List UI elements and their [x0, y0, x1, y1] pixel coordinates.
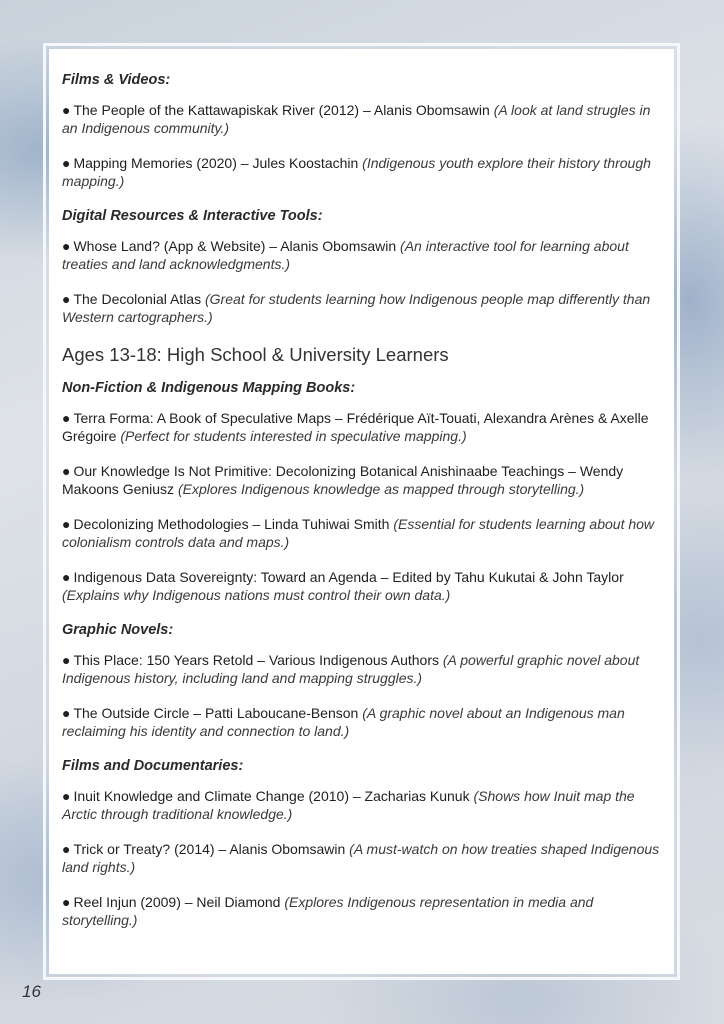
- resource-entry: [62, 893, 662, 929]
- bullet-icon: ●: [62, 894, 71, 910]
- resource-entry: [62, 515, 662, 551]
- bullet-icon: ●: [62, 569, 71, 585]
- bullet-icon: ●: [62, 291, 71, 307]
- resource-note: (Essential for students learning about how colonialism controls data and maps.): [62, 516, 655, 550]
- page-number: 16: [22, 982, 41, 1001]
- resource-note: (Explains why Indigenous nations must control their own data.): [62, 587, 451, 603]
- resource-list: [62, 71, 662, 929]
- resource-entry: [62, 154, 662, 190]
- bullet-icon: ●: [62, 841, 71, 857]
- resource-note: (A powerful graphic novel about Indigenous history, including land and mapping struggles.): [62, 652, 640, 686]
- bullet-icon: ●: [62, 102, 71, 118]
- resource-title: Our Knowledge Is Not Primitive: Decolonizing Botanical Anishinaabe Teachings – Wendy Makoons Geniusz: [62, 463, 624, 497]
- resource-note: (Explores Indigenous representation in media and storytelling.): [62, 894, 594, 928]
- resource-note: (Great for students learning how Indigenous people map differently than Western cartographers.): [62, 291, 651, 325]
- resource-title: The Outside Circle – Patti Laboucane-Benson: [73, 705, 363, 721]
- resource-title: Trick or Treaty? (2014) – Alanis Obomsawin: [73, 841, 350, 857]
- bullet-icon: ●: [62, 516, 71, 532]
- subheading: Films & Videos:: [62, 72, 171, 88]
- resource-entry: [62, 704, 662, 740]
- resource-entry: [62, 651, 662, 687]
- bullet-icon: ●: [62, 463, 71, 479]
- content-panel: [49, 49, 674, 974]
- subheading: Films and Documentaries:: [62, 758, 244, 774]
- bullet-icon: ●: [62, 652, 71, 668]
- resource-title: Mapping Memories (2020) – Jules Koostachin: [73, 155, 363, 171]
- resource-entry: [62, 568, 662, 604]
- resource-title: Reel Injun (2009) – Neil Diamond: [73, 894, 285, 910]
- section-title: Ages 13-18: High School & University Learners: [62, 344, 449, 365]
- resource-entry: [62, 787, 662, 823]
- resource-note: (A look at land strugles in an Indigenous community.): [62, 102, 651, 136]
- resource-title: Indigenous Data Sovereignty: Toward an Agenda – Edited by Tahu Kukutai & John Taylor: [73, 569, 624, 585]
- bullet-icon: ●: [62, 238, 71, 254]
- subheading: Digital Resources & Interactive Tools:: [62, 208, 323, 224]
- bullet-icon: ●: [62, 410, 71, 426]
- resource-title: This Place: 150 Years Retold – Various Indigenous Authors: [73, 652, 443, 668]
- resource-note: (Explores Indigenous knowledge as mapped through storytelling.): [177, 481, 585, 497]
- resource-title: The People of the Kattawapiskak River (2012) – Alanis Obomsawin: [73, 102, 494, 118]
- resource-note: (An interactive tool for learning about treaties and land acknowledgments.): [62, 238, 629, 272]
- resource-note: (A must-watch on how treaties shaped Indigenous land rights.): [62, 841, 660, 875]
- resource-note: (Shows how Inuit map the Arctic through traditional knowledge.): [62, 788, 635, 822]
- resource-note: (Perfect for students interested in speculative mapping.): [120, 428, 467, 444]
- resource-note: (A graphic novel about an Indigenous man reclaiming his identity and connection to land.): [62, 705, 625, 739]
- resource-title: The Decolonial Atlas: [73, 291, 205, 307]
- resource-title: Terra Forma: A Book of Speculative Maps – Frédérique Aït-Touati, Alexandra Arènes & Axelle Grégoire: [62, 410, 649, 444]
- subheading: Non-Fiction & Indigenous Mapping Books:: [62, 380, 356, 396]
- bullet-icon: ●: [62, 155, 71, 171]
- resource-title: Whose Land? (App & Website) – Alanis Obomsawin: [73, 238, 401, 254]
- resource-title: Inuit Knowledge and Climate Change (2010) – Zacharias Kunuk: [73, 788, 474, 804]
- resource-title: Decolonizing Methodologies – Linda Tuhiwai Smith: [73, 516, 394, 532]
- resource-entry: [62, 462, 662, 498]
- subheading: Graphic Novels:: [62, 622, 174, 638]
- resource-entry: [62, 101, 662, 137]
- resource-entry: [62, 840, 662, 876]
- resource-note: (Indigenous youth explore their history through mapping.): [62, 155, 651, 189]
- resource-entry: [62, 237, 662, 273]
- resource-entry: [62, 290, 662, 326]
- resource-entry: [62, 409, 662, 445]
- bullet-icon: ●: [62, 788, 71, 804]
- bullet-icon: ●: [62, 705, 71, 721]
